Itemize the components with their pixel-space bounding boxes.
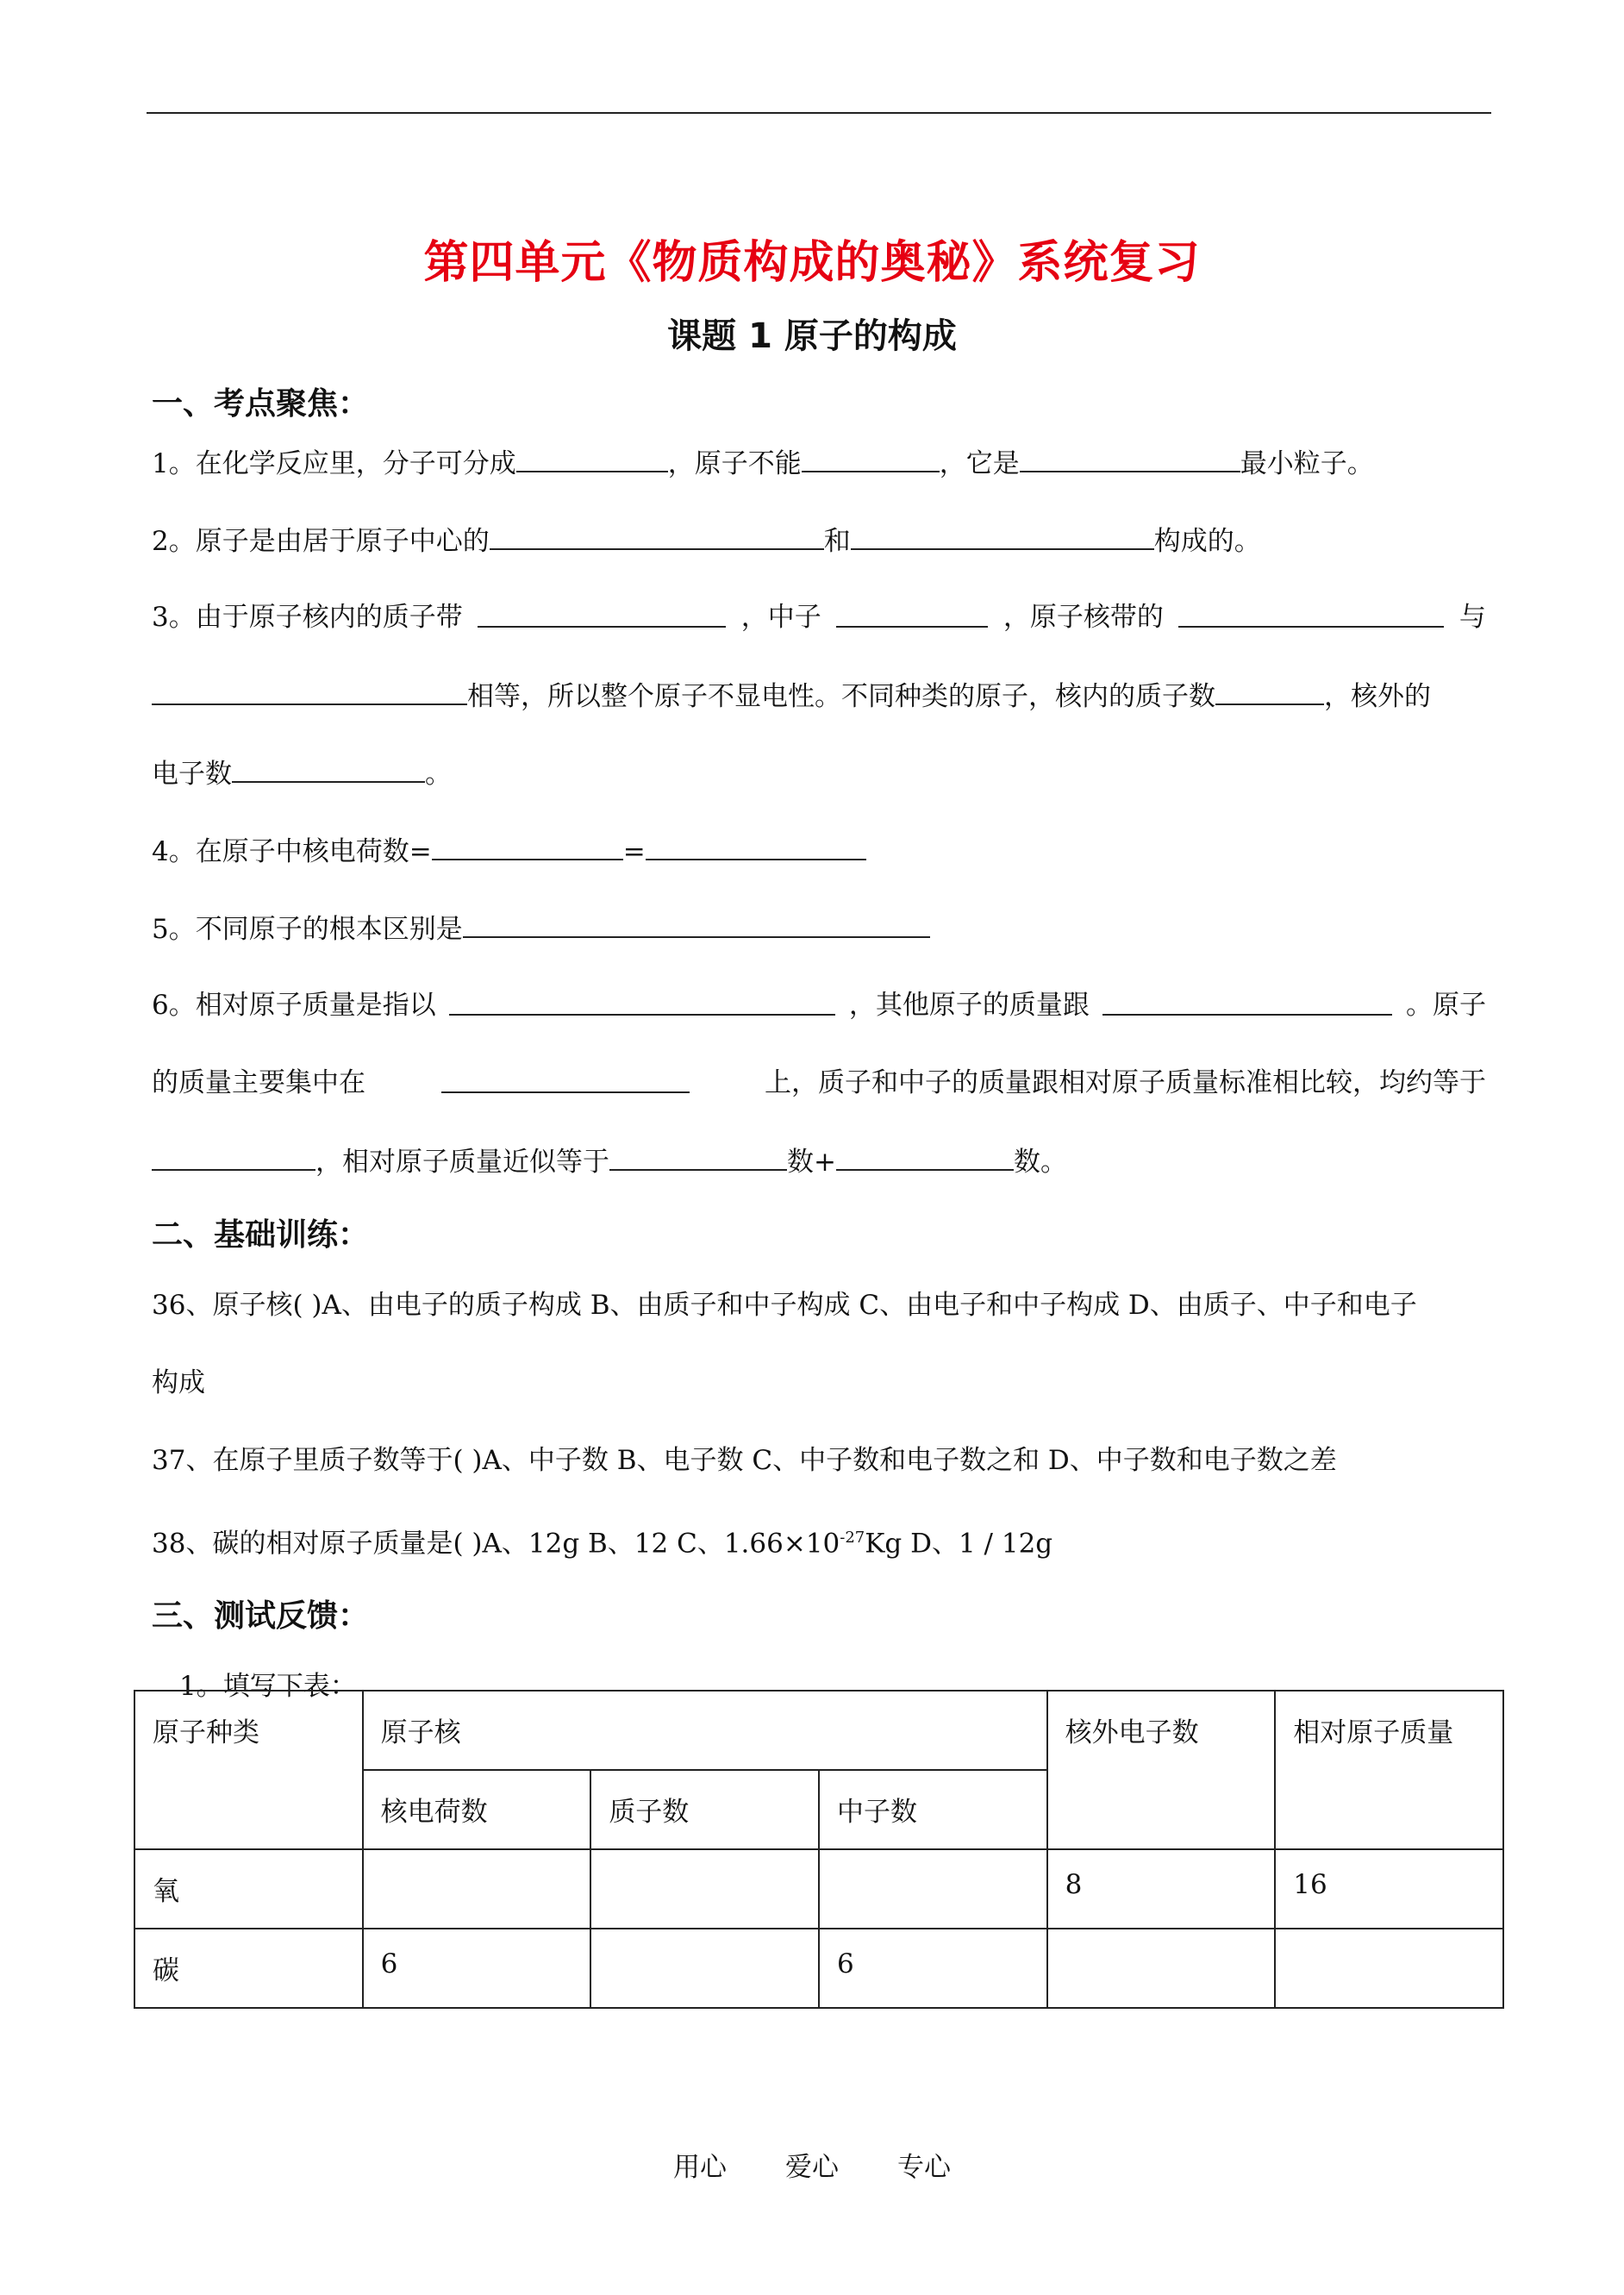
cell-electrons: 8 [1047, 1849, 1276, 1929]
lesson-title: 课题 1 原子的构成 [667, 316, 957, 356]
cell-charge[interactable] [363, 1849, 591, 1929]
question-37: 37、在原子里质子数等于( )A、中子数 B、电子数 C、中子数和电子数之和 D、中子数和电子数之差 [152, 1445, 1337, 1476]
header-nuclear-charge: 核电荷数 [363, 1770, 591, 1849]
page-footer [0, 2145, 1624, 2184]
cell-electrons[interactable] [1047, 1929, 1276, 2008]
table-header-row [134, 1691, 1503, 1770]
footer-text: 爱心 [785, 2152, 839, 2183]
answer-blank[interactable] [1215, 678, 1324, 705]
cell-protons[interactable] [590, 1929, 819, 2008]
cell-mass: 16 [1275, 1849, 1503, 1929]
question-2: 2。原子是由居于原子中心的 和 构成的。 [152, 522, 1486, 559]
section-heading-1: 一、考点聚焦： [152, 386, 370, 422]
footer-text: 专心 [897, 2152, 951, 2183]
table-instruction: 1。填写下表： [179, 1671, 357, 1702]
footer-text: 用心 [673, 2152, 727, 2183]
question-5: 5。不同原子的根本区别是 [152, 910, 1486, 947]
question-1: 1。在化学反应里，分子可分成 ，原子不能 ，它是 最小粒子。 [152, 445, 1486, 481]
header-electrons: 核外电子数 [1047, 1691, 1276, 1849]
question-6: 6。相对原子质量是指以 ，其他原子的质量跟 。原子 [152, 990, 1486, 1021]
answer-blank[interactable] [646, 833, 866, 860]
page-title: 第四单元《物质构成的奥秘》系统复习 [423, 237, 1201, 289]
answer-blank[interactable] [432, 833, 623, 860]
header-protons: 质子数 [590, 1770, 819, 1849]
answer-blank[interactable] [1102, 988, 1392, 1016]
section-heading-2: 二、基础训练： [152, 1217, 370, 1253]
answer-blank[interactable] [152, 678, 467, 705]
question-38: 38、碳的相对原子质量是( )A、12g B、12 C、$1.66\times 10^{-27}Kg$ D、1 / 12g [152, 1528, 1053, 1560]
answer-blank[interactable] [1178, 600, 1444, 628]
answer-blank[interactable] [1020, 445, 1240, 472]
answer-blank[interactable] [490, 522, 824, 550]
cell-neutrons: 6 [819, 1929, 1047, 2008]
answer-blank[interactable] [516, 445, 668, 472]
answer-blank[interactable] [478, 600, 726, 628]
question-6-cont2: ，相对原子质量近似等于 数+ 数。 [152, 1143, 1486, 1179]
header-neutrons: 中子数 [819, 1770, 1047, 1849]
answer-blank[interactable] [449, 988, 835, 1016]
question-3-cont: 相等，所以整个原子不显电性。不同种类的原子，核内的质子数 ，核外的 [152, 678, 1486, 714]
cell-protons[interactable] [590, 1849, 819, 1929]
answer-blank[interactable] [232, 755, 425, 783]
section-heading-3: 三、测试反馈： [152, 1598, 370, 1634]
answer-blank[interactable] [152, 1143, 315, 1171]
header-relative-mass: 相对原子质量 [1275, 1691, 1503, 1849]
cell-neutrons[interactable] [819, 1849, 1047, 1929]
cell-type: 氧 [134, 1849, 363, 1929]
answer-blank[interactable] [836, 1143, 1014, 1171]
table-row [134, 1849, 1503, 1929]
question-36-cont: 构成 [152, 1367, 205, 1398]
answer-blank[interactable] [441, 1066, 690, 1093]
cell-type: 碳 [134, 1929, 363, 2008]
answer-blank[interactable] [609, 1143, 787, 1171]
cell-mass[interactable] [1275, 1929, 1503, 2008]
header-atom-type: 原子种类 [134, 1691, 363, 1849]
table-row [134, 1929, 1503, 2008]
question-3-cont2: 电子数 。 [152, 755, 1486, 791]
answer-blank[interactable] [836, 600, 988, 628]
answer-blank[interactable] [802, 445, 940, 472]
header-nucleus: 原子核 [363, 1691, 1047, 1770]
atom-table [134, 1690, 1504, 2009]
question-4: 4。在原子中核电荷数= = [152, 833, 1486, 869]
question-36: 36、原子核( )A、由电子的质子构成 B、由质子和中子构成 C、由电子和中子构成 D、由质子、中子和电子 [152, 1290, 1417, 1321]
answer-blank[interactable] [851, 522, 1154, 550]
answer-blank[interactable] [463, 910, 930, 938]
question-3: 3。由于原子核内的质子带 ，中子 ，原子核带的 与 [152, 602, 1486, 633]
cell-charge: 6 [363, 1929, 591, 2008]
question-6-cont: 的质量主要集中在 上，质子和中子的质量跟相对原子质量标准相比较，均约等于 [152, 1067, 1486, 1098]
header-rule [147, 112, 1491, 114]
